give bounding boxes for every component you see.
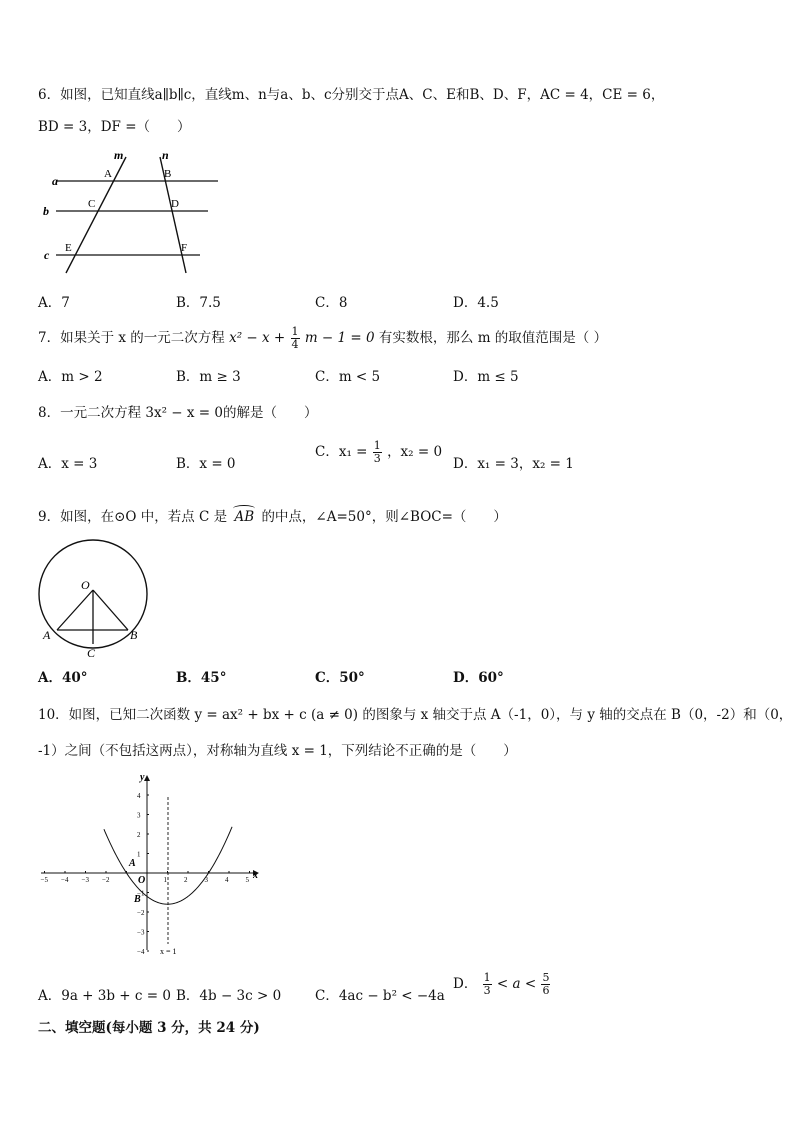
label-n: n: [162, 148, 169, 162]
y-tick-label: −3: [137, 928, 145, 937]
origin-label: O: [138, 875, 146, 886]
label-D: D: [171, 198, 179, 210]
x-tick-label: −2: [102, 876, 110, 884]
point-b-label: B: [134, 894, 141, 905]
arc-symbol-icon: [233, 505, 255, 512]
symmetry-axis-label: x = 1: [160, 947, 177, 956]
x-tick-label: 1: [163, 876, 167, 884]
segment-ob: [93, 590, 128, 630]
q7-equation-part1: x² − x +: [229, 330, 286, 346]
q7-option-b[interactable]: B．m ≥ 3: [176, 369, 241, 385]
q8-option-c[interactable]: C．x₁ = $\frac{1}{3}$ ，x₂ = 0: [315, 439, 443, 465]
q9-arc-ab: AB: [231, 509, 257, 525]
q10-option-a[interactable]: A．9a + 3b + c = 0: [38, 988, 171, 1004]
y-tick-label: 2: [137, 831, 141, 839]
segment-oa: [57, 590, 93, 630]
x-tick-label: −5: [40, 876, 48, 884]
q8-option-b[interactable]: B．x = 0: [176, 456, 236, 472]
q9-option-c[interactable]: C．50°: [315, 670, 365, 686]
label-m: m: [114, 148, 124, 162]
q6-option-c[interactable]: C．8: [315, 295, 348, 311]
y-tick-label: 4: [137, 792, 141, 800]
x-tick-label: 2: [184, 876, 188, 884]
label-F: F: [181, 242, 188, 254]
y-tick-label: −4: [137, 948, 145, 956]
label-B: B: [164, 168, 172, 180]
label-O: O: [81, 578, 90, 592]
q7-option-a[interactable]: A．m > 2: [38, 369, 103, 385]
q8-option-d[interactable]: D．x₁ = 3，x₂ = 1: [453, 456, 574, 472]
q8-fraction: $\frac{1}{3}$: [373, 439, 381, 465]
q9-circle-figure: [36, 532, 152, 660]
q7-equation-part2: m − 1 = 0: [304, 330, 375, 346]
section-2-heading: 二、填空题(每小题 3 分，共 24 分): [38, 1020, 260, 1036]
label-b: b: [43, 204, 49, 218]
q6-stem-line2: BD = 3，DF =（ ）: [38, 119, 191, 135]
label-B: B: [130, 628, 138, 642]
q10-option-c[interactable]: C．4ac − b² < −4a: [315, 988, 445, 1004]
q7-stem: [38, 326, 607, 351]
q6-parallel-lines-figure: [38, 145, 228, 280]
q6-option-b[interactable]: B．7.5: [176, 295, 221, 311]
q9-option-d[interactable]: D．60°: [453, 670, 504, 686]
label-c: c: [44, 248, 50, 262]
x-tick-label: 5: [245, 876, 249, 884]
label-E: E: [65, 242, 72, 254]
x-tick-label: −4: [61, 876, 69, 884]
q7-option-d[interactable]: D．m ≤ 5: [453, 369, 519, 385]
q6-option-a[interactable]: A．7: [38, 295, 70, 311]
x-tick-label: 4: [225, 876, 229, 884]
label-a: a: [52, 174, 58, 188]
q9-option-a[interactable]: A．40°: [38, 670, 88, 686]
y-tick-label: −2: [137, 909, 145, 917]
q7-suffix: 有实数根，那么 m 的取值范围是（ ）: [378, 330, 608, 346]
x-axis-label: x: [253, 870, 258, 881]
point-a-label: A: [129, 858, 136, 869]
q8-stem: 8．一元二次方程 3x² − x = 0的解是（ ）: [38, 405, 318, 421]
q6-option-d[interactable]: D．4.5: [453, 295, 499, 311]
y-tick-label: 1: [137, 850, 141, 859]
q10-stem-line1: 10．如图，已知二次函数 y = ax² + bx + c (a ≠ 0) 的图象与 x 轴交于点 A（-1，0），与 y 轴的交点在 B（0，-2）和（0，: [38, 707, 793, 723]
line-m: [66, 157, 126, 273]
q10-stem-line2: -1）之间（不包括这两点），对称轴为直线 x = 1，下列结论不正确的是（ ）: [38, 743, 517, 759]
q7-option-c[interactable]: C．m < 5: [315, 369, 381, 385]
q9-stem: 9．如图，在⊙O 中，若点 C 是 AB 的中点，∠A=50°，则∠BOC=（ ）: [38, 505, 507, 525]
q10-option-d[interactable]: D． $\frac{1}{3}$ < a < $\frac{5}{6}$: [453, 971, 550, 997]
x-tick-label: −3: [81, 876, 89, 884]
label-A: A: [43, 628, 51, 642]
y-tick-label: −1: [137, 889, 145, 898]
y-axis-label: y: [140, 772, 145, 783]
q6-stem-line1: 6．如图，已知直线a∥b∥c，直线m、n与a、b、c分别交于点A、C、E和B、D、F，AC = 4，CE = 6，: [38, 87, 665, 103]
q10-parabola-graph: [36, 770, 266, 960]
y-tick-label: 3: [137, 811, 141, 820]
q10-option-b[interactable]: B．4b − 3c > 0: [176, 988, 282, 1004]
q9-option-b[interactable]: B．45°: [176, 670, 227, 686]
q8-option-a[interactable]: A．x = 3: [38, 456, 98, 472]
label-C: C: [88, 198, 96, 210]
label-A: A: [104, 168, 112, 180]
q7-fraction: $\frac{1}{4}$: [291, 325, 299, 351]
q7-prefix: 7．如果关于 x 的一元二次方程: [38, 330, 225, 346]
label-C: C: [87, 646, 96, 660]
x-tick-label: 3: [204, 876, 208, 884]
